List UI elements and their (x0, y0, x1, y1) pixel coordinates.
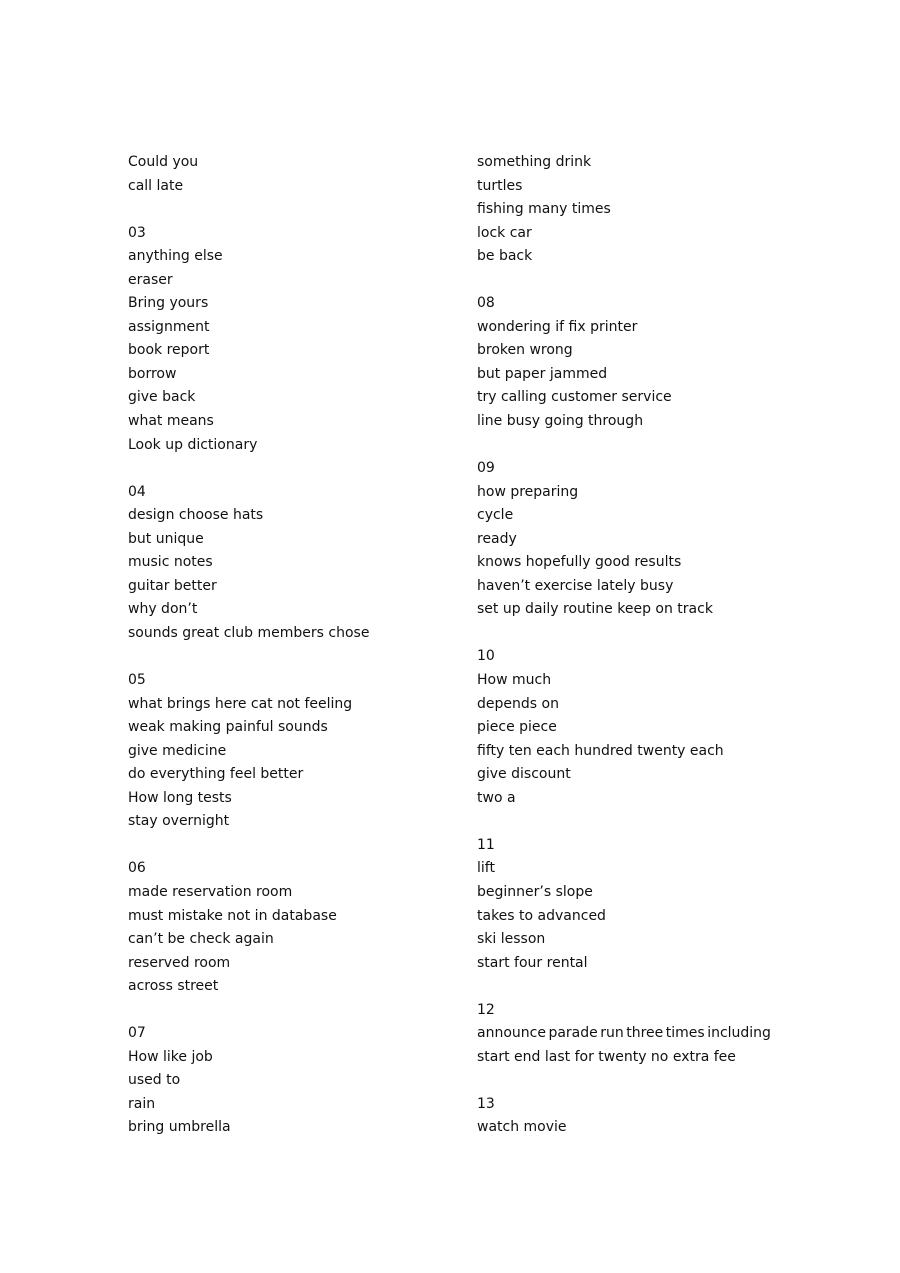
blank-line (477, 1069, 777, 1093)
text-line: How like job (128, 1048, 213, 1065)
text-line: cycle (477, 507, 514, 524)
text-line: design choose hats (128, 507, 264, 524)
text-line: ski lesson (477, 931, 546, 948)
text-line: lift (477, 860, 495, 877)
blank-line (128, 457, 458, 481)
text-line: start end last for twenty no extra fee (477, 1048, 736, 1065)
text-line: bring umbrella (128, 1119, 231, 1136)
text-line: knows hopefully good results (477, 554, 682, 571)
blank-line (128, 645, 458, 669)
text-line: haven’t exercise lately busy (477, 577, 674, 594)
text-line: across street (128, 978, 219, 995)
text-line: music notes (128, 554, 213, 571)
text-line: how preparing (477, 483, 579, 500)
text-line: Could you (128, 154, 199, 170)
text-line: watch movie (477, 1119, 567, 1136)
text-line: book report (128, 342, 210, 359)
blank-line (128, 834, 458, 858)
text-line: rain (128, 1095, 156, 1112)
text-line: Look up dictionary (128, 436, 258, 453)
text-line: give medicine (128, 742, 227, 759)
text-line: turtles (477, 177, 523, 194)
text-line: beginner’s slope (477, 883, 593, 900)
text-line: announce parade run three times including (477, 1025, 771, 1042)
text-line: piece piece (477, 719, 557, 736)
text-line: what brings here cat not feeling (128, 695, 353, 712)
text-line: reserved room (128, 954, 231, 971)
section-number: 12 (477, 1001, 495, 1018)
text-line: give discount (477, 766, 571, 783)
text-line: guitar better (128, 577, 217, 594)
section-number: 13 (477, 1095, 495, 1112)
text-line: line busy going through (477, 413, 644, 430)
section-number: 09 (477, 460, 495, 477)
text-line: How much (477, 672, 552, 689)
text-line: ready (477, 530, 517, 547)
text-line: can’t be check again (128, 931, 274, 948)
text-line: lock car (477, 224, 532, 241)
text-line: try calling customer service (477, 389, 672, 406)
text-line: fifty ten each hundred twenty each (477, 742, 724, 759)
text-line: borrow (128, 365, 177, 382)
blank-line (128, 999, 458, 1023)
text-line: what means (128, 413, 214, 430)
section-number: 03 (128, 224, 146, 241)
text-line: fishing many times (477, 201, 611, 218)
blank-line (477, 434, 777, 458)
section-number: 06 (128, 860, 146, 877)
blank-line (477, 810, 777, 834)
text-line: something drink (477, 154, 592, 170)
text-line: call late (128, 177, 184, 194)
text-line: start four rental (477, 954, 588, 971)
text-line: anything else (128, 248, 223, 265)
right-column (477, 151, 777, 1140)
text-line: set up daily routine keep on track (477, 601, 713, 618)
text-line: but paper jammed (477, 365, 608, 382)
text-line: used to (128, 1072, 181, 1089)
text-line: give back (128, 389, 196, 406)
text-line: stay overnight (128, 813, 230, 830)
blank-line (128, 198, 458, 222)
text-line: How long tests (128, 789, 232, 806)
text-line: two a (477, 789, 516, 806)
blank-line (477, 269, 777, 293)
text-line: eraser (128, 271, 173, 288)
text-line: broken wrong (477, 342, 573, 359)
section-number: 08 (477, 295, 495, 312)
section-number: 11 (477, 836, 495, 853)
section-number: 04 (128, 483, 146, 500)
text-line: made reservation room (128, 883, 293, 900)
blank-line (477, 622, 777, 646)
text-line: Bring yours (128, 295, 209, 312)
section-number: 05 (128, 672, 146, 689)
text-line: weak making painful sounds (128, 719, 328, 736)
text-line: assignment (128, 318, 210, 335)
text-line: do everything feel better (128, 766, 304, 783)
text-line: must mistake not in database (128, 907, 337, 924)
text-line: wondering if fix printer (477, 318, 638, 335)
text-line: sounds great club members chose (128, 624, 370, 641)
text-line: but unique (128, 530, 204, 547)
section-number: 07 (128, 1025, 146, 1042)
section-number: 10 (477, 648, 495, 665)
text-line: depends on (477, 695, 559, 712)
text-line: be back (477, 248, 533, 265)
left-column (128, 151, 458, 1140)
text-line: why don’t (128, 601, 198, 618)
text-line: takes to advanced (477, 907, 606, 924)
blank-line (477, 975, 777, 999)
